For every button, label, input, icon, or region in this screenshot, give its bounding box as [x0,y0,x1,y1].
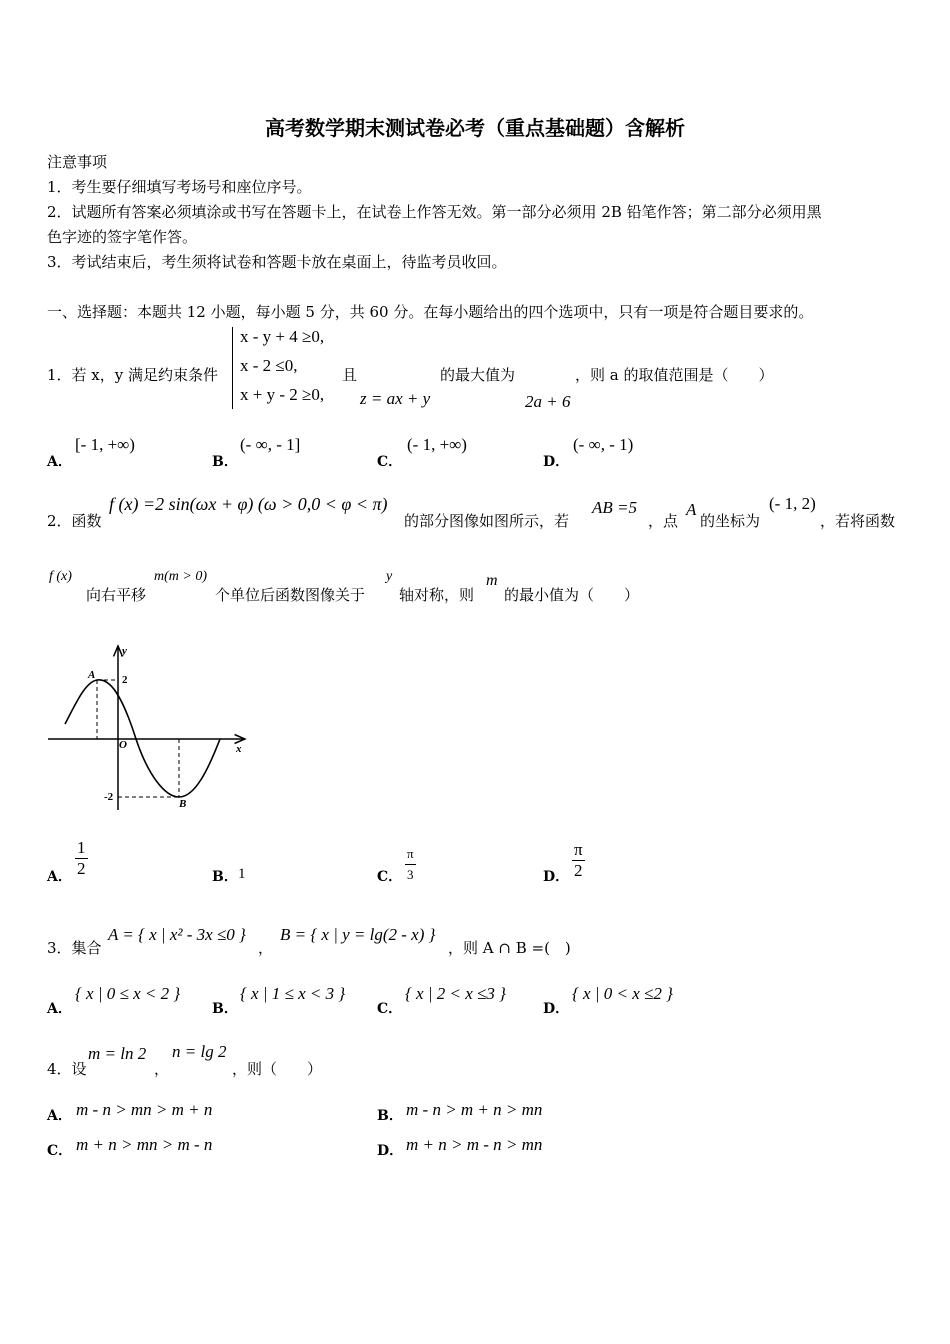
q4-m: m = ln 2 [88,1044,147,1063]
q2-y: y [386,569,393,584]
q1-option-a: [- 1, +∞) [75,435,135,454]
q2-option-c [405,844,416,885]
q4-option-a: m - n > mn > m + n [76,1100,213,1119]
q4-option-c: m + n > mn > m - n [76,1135,213,1154]
q1-option-b: (- ∞, - 1] [240,435,301,454]
q4-suffix: ，则（ ） [232,1060,323,1078]
q2-coord: (- 1, 2) [769,494,816,513]
q1-z: z = ax + y [360,389,431,408]
q1-suffix: ，则 a 的取值范围是（ ） [575,366,774,384]
q2-ab: AB =5 [592,498,637,517]
q2-point-a-ref: A [686,500,697,519]
q2-text-4: ，若将函数 [820,512,896,530]
q1-brace [232,327,233,409]
q2-text-3: 的坐标为 [700,512,761,530]
q4-option-d-label: D． [377,1143,404,1159]
q3-suffix: ，则 A ∩ B =( ) [448,939,571,957]
q2-text-5: 向右平移 [86,586,147,604]
q2-text-2: ，点 [648,512,679,530]
x-axis-label: x [236,743,242,755]
q2-option-c-num: π [405,844,416,865]
q2-option-d-den: 2 [574,861,583,880]
q1-option-d: (- ∞, - 1) [573,435,634,454]
notice-heading: 注意事项 [47,153,108,171]
q3-set-a: A = { x | x² - 3x ≤0 } [108,925,246,944]
q1-qie: 且 [342,366,358,384]
q3-option-b-label: B． [212,1001,238,1017]
q3-option-d-label: D． [543,1001,570,1017]
q2-text-6: 个单位后函数图像关于 [215,586,366,604]
q2-option-a-label: A． [47,869,72,885]
q1-option-c: (- 1, +∞) [407,435,467,454]
q2-option-d-label: D． [543,869,570,885]
q2-option-a-num: 1 [77,838,86,857]
q2-text-7: 轴对称，则 [399,586,475,604]
q2-option-c-den: 3 [407,867,414,882]
q2-option-a-den: 2 [77,859,86,878]
q2-option-d [572,840,585,881]
q4-prefix: 4．设 [47,1060,87,1078]
q4-comma: ， [154,1060,170,1078]
q2-option-d-num: π [574,840,583,859]
q3-option-b: { x | 1 ≤ x < 3 } [240,984,346,1003]
tick-neg-label: -2 [104,791,114,803]
q2-option-c-label: C． [377,869,403,885]
point-b-label: B [179,798,187,810]
y-axis-label: y [122,645,127,657]
q3-prefix: 3．集合 [47,939,102,957]
q1-mid: 的最大值为 [440,366,516,384]
q3-option-c-label: C． [377,1001,403,1017]
q3-set-b: B = { x | y = lg(2 - x) } [280,925,436,944]
q4-option-a-label: A． [47,1108,72,1124]
q1-option-b-label: B． [212,454,238,470]
q2-option-b: 1 [238,866,246,882]
q2-m: m [486,572,498,589]
q1-prefix: 1．若 x，y 满足约束条件 [47,366,219,384]
section-heading: 一、选择题：本题共 12 小题，每小题 5 分，共 60 分。在每小题给出的四个选项中，只有一项是符合题目要求的。 [47,303,814,321]
q1-maxval: 2a + 6 [525,392,571,411]
q2-option-a [75,838,88,879]
q3-option-d: { x | 0 < x ≤2 } [572,984,673,1003]
q1-option-a-label: A． [47,454,72,470]
q2-text-8: 的最小值为（ ） [504,586,640,604]
q1-option-d-label: D． [543,454,570,470]
tick-pos-label: 2 [122,674,128,686]
q3-option-a: { x | 0 ≤ x < 2 } [75,984,181,1003]
q2-text-1: 的部分图像如图所示，若 [404,512,570,530]
q2-fx: f (x) [49,569,72,584]
q3-comma: ， [258,939,274,957]
q4-option-b: m - n > m + n > mn [406,1100,543,1119]
q2-function: f (x) =2 sin(ωx + φ) (ω > 0,0 < φ < π) [109,494,388,514]
q1-constraint-1: x - y + 4 ≥0, [240,327,325,346]
point-a-label: A [88,669,96,681]
notice-item-3: 3．考试结束后，考生须将试卷和答题卡放在桌面上，待监考员收回。 [47,253,507,271]
q4-n: n = lg 2 [172,1042,227,1061]
q3-option-c: { x | 2 < x ≤3 } [405,984,506,1003]
notice-item-2-cont: 色字迹的签字笔作答。 [47,228,198,246]
q2-sine-graph [40,640,255,815]
q1-constraint-2: x - 2 ≤0, [240,356,298,375]
q4-option-b-label: B． [377,1108,403,1124]
q1-constraint-3: x + y - 2 ≥0, [240,385,325,404]
q3-option-a-label: A． [47,1001,72,1017]
q1-option-c-label: C． [377,454,403,470]
q4-option-d: m + n > m - n > mn [406,1135,543,1154]
page-title: 高考数学期末测试卷必考（重点基础题）含解析 [265,116,685,140]
notice-item-1: 1．考生要仔细填写考场号和座位序号。 [47,178,312,196]
notice-item-2: 2．试题所有答案必须填涂或书写在答题卡上，在试卷上作答无效。第一部分必须用 2B 铅笔作答；第二部分必须用黑 [47,203,822,221]
q2-m-cond: m(m > 0) [154,569,207,584]
q4-option-c-label: C． [47,1143,73,1159]
q2-option-b-label: B． [212,869,238,885]
origin-label: O [119,739,127,751]
q2-prefix: 2．函数 [47,512,102,530]
